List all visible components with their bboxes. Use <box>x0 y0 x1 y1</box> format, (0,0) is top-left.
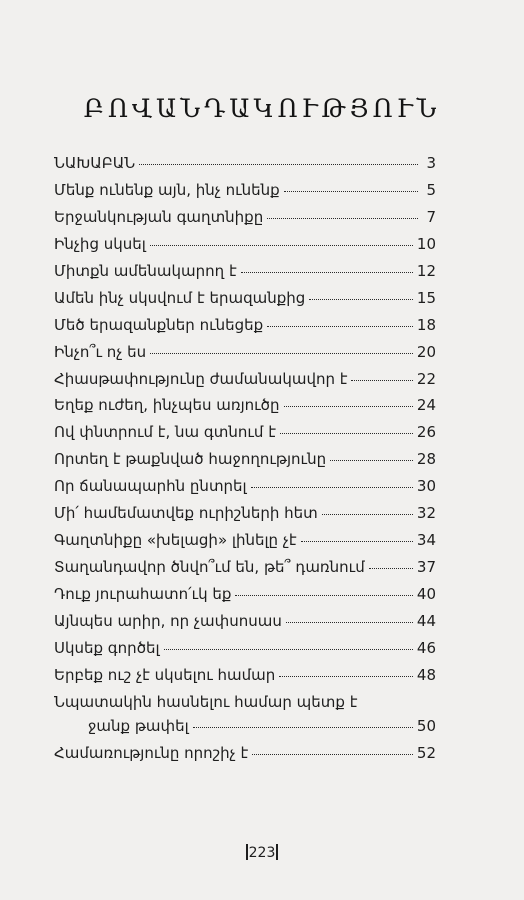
toc-entry <box>54 154 436 181</box>
toc-dot-leader <box>241 272 413 273</box>
toc-page-number: 46 <box>416 638 436 657</box>
toc-entry <box>54 477 436 504</box>
toc-page-number: 12 <box>416 261 436 280</box>
toc-entry <box>54 558 436 585</box>
toc-entry-label: Մեծ երազանքներ ունեցեք <box>54 315 264 334</box>
toc-entry <box>54 585 436 612</box>
footer-bar-right <box>276 844 278 860</box>
toc-dot-leader <box>267 218 418 219</box>
footer-page-number: 223 <box>248 845 276 861</box>
toc-dot-leader <box>267 326 413 327</box>
toc-entry-label: Ինչից սկսել <box>54 234 146 253</box>
toc-dot-leader <box>252 754 413 755</box>
toc-dot-leader <box>330 460 413 461</box>
toc-entry <box>54 504 436 531</box>
toc-entry <box>54 639 436 666</box>
toc-entry-label: Երջանկության գաղտնիքը <box>54 207 264 226</box>
toc-entry-label: Որտեղ է թաքնված հաջողությունը <box>54 450 327 469</box>
toc-dot-leader <box>164 649 413 650</box>
toc-entry <box>54 693 436 717</box>
toc-entry <box>54 612 436 639</box>
toc-dot-leader <box>251 487 413 488</box>
toc-dot-leader <box>193 727 413 728</box>
toc-page-number: 32 <box>416 504 436 523</box>
toc-entry <box>54 450 436 477</box>
toc-entry-label: Մենք ունենք այն, ինչ ունենք <box>54 180 280 199</box>
toc-entry-label: Գաղտնիքը «խելացի» լինելը չէ <box>54 531 297 550</box>
toc-dot-leader <box>351 380 412 381</box>
toc-entry <box>54 316 436 343</box>
toc-dot-leader <box>150 353 413 354</box>
toc-page-number: 7 <box>426 207 436 226</box>
toc-page-number: 44 <box>416 611 436 630</box>
toc-page-number: 18 <box>416 315 436 334</box>
toc-entry-label: Նպատակին հասնելու համար պետք է <box>54 692 358 711</box>
toc-entry-label-continuation: ջանք թափել <box>88 716 189 735</box>
toc-page-number: 50 <box>416 716 436 735</box>
toc-entry <box>54 744 436 771</box>
toc-entry-label: Ով փնտրում է, նա գտնում է <box>54 423 276 442</box>
toc-entry-label: Հիասթափությունը ժամանակավոր է <box>54 369 348 388</box>
toc-entry-label: Երբեք ուշ չէ սկսելու համար <box>54 665 276 684</box>
toc-page-number: 30 <box>416 477 436 496</box>
page-footer <box>0 844 524 861</box>
toc-dot-leader <box>301 541 413 542</box>
toc-entry-label: Միտքն ամենակարող է <box>54 261 237 280</box>
toc-entry-continuation <box>54 717 436 744</box>
toc-entry <box>54 181 436 208</box>
toc-dot-leader <box>286 622 413 623</box>
toc-entry-label: Մի՛ համեմատվեք ուրիշների հետ <box>54 504 318 523</box>
toc-page-number: 20 <box>416 342 436 361</box>
toc-entry-label: Տաղանդավոր ծնվո՞ւմ են, թե՞ դառնում <box>54 558 365 577</box>
toc-entry-label: Համառությունը որոշիչ է <box>54 743 249 762</box>
toc-entry <box>54 531 436 558</box>
toc-dot-leader <box>139 164 418 165</box>
toc-dot-leader <box>280 433 413 434</box>
table-of-contents <box>54 154 436 771</box>
toc-dot-leader <box>235 595 412 596</box>
toc-entry <box>54 370 436 397</box>
toc-page-number: 24 <box>416 396 436 415</box>
toc-dot-leader <box>150 245 413 246</box>
toc-page-number: 37 <box>416 558 436 577</box>
toc-page-number: 48 <box>416 665 436 684</box>
toc-entry-label: Որ ճանապարհն ընտրել <box>54 477 247 496</box>
footer-bar-left <box>246 844 248 860</box>
toc-page-number: 10 <box>416 234 436 253</box>
toc-page-number: 15 <box>416 288 436 307</box>
toc-page-number: 34 <box>416 531 436 550</box>
toc-entry-label: ՆԱԽԱԲԱՆ <box>54 154 136 172</box>
toc-entry <box>54 343 436 370</box>
page-title: ԲՈՎԱՆԴԱԿՈՒԹՅՈՒՆ <box>83 94 441 123</box>
toc-entry <box>54 208 436 235</box>
toc-entry-label: Ամեն ինչ սկսվում է երազանքից <box>54 288 306 307</box>
toc-entry-label: Եղեք ուժեղ, ինչպես առյուծը <box>54 396 280 415</box>
toc-entry <box>54 235 436 262</box>
toc-dot-leader <box>322 514 413 515</box>
toc-entry <box>54 396 436 423</box>
toc-entry <box>54 423 436 450</box>
toc-page-number: 28 <box>416 450 436 469</box>
toc-entry <box>54 262 436 289</box>
toc-page-number: 22 <box>416 369 436 388</box>
toc-page-number: 52 <box>416 743 436 762</box>
toc-dot-leader <box>369 568 413 569</box>
toc-page-number: 3 <box>426 154 436 172</box>
toc-dot-leader <box>309 299 413 300</box>
toc-dot-leader <box>284 406 413 407</box>
toc-dot-leader <box>284 191 418 192</box>
toc-entry-label: Ինչո՞ւ ոչ ես <box>54 342 147 361</box>
toc-entry-label: Այնպես արիր, որ չափսոսաս <box>54 611 282 630</box>
toc-page-number: 26 <box>416 423 436 442</box>
toc-entry-label: Դուք յուրահատո՛ւկ եք <box>54 585 232 603</box>
toc-page-number: 5 <box>426 180 436 199</box>
toc-dot-leader <box>279 676 413 677</box>
toc-page-number: 40 <box>416 585 436 603</box>
toc-entry <box>54 289 436 316</box>
toc-entry <box>54 666 436 693</box>
toc-entry-label: Սկսեք գործել <box>54 638 160 657</box>
